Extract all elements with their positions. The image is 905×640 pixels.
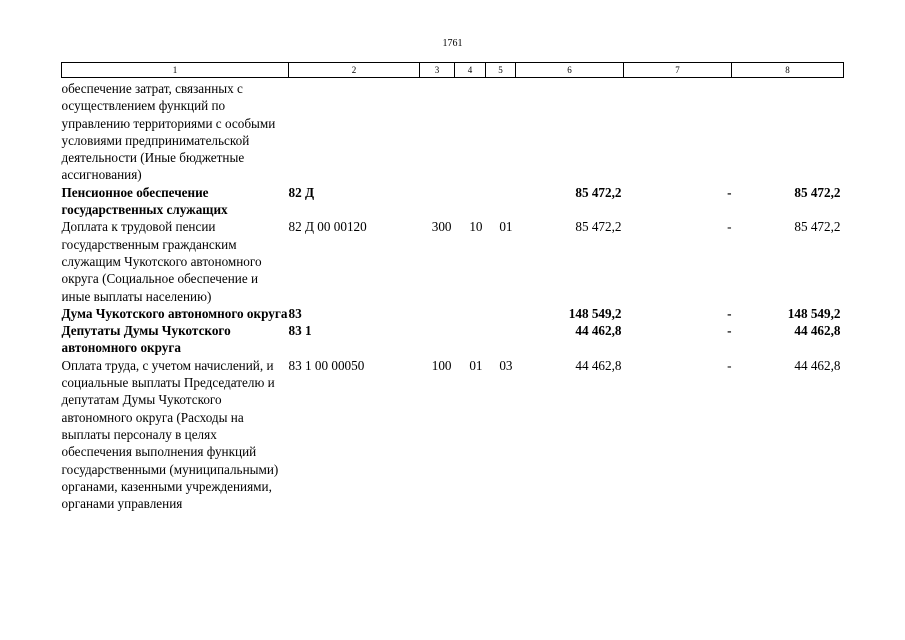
column-number-row [62,63,844,78]
amount-final: 44 462,8 [794,323,841,339]
expense-code: 82 Д 00 00120 [288,219,367,235]
table-row [62,305,844,322]
amount-final: 148 549,2 [787,305,841,321]
expense-name: Дума Чукотского автономного округа [61,305,288,321]
table-row [62,184,844,219]
amount-total: 44 462,8 [575,357,622,373]
expense-code: 83 [288,305,302,321]
expense-code: 83 1 [288,323,312,339]
expense-type-code [420,322,455,357]
expense-name: Депутаты Думы Чукотского автономного округа [61,323,231,356]
expense-name: Доплата к трудовой пенсии государственным гражданским служащим Чукотского автономного округа (Социальное обеспечение и иные выплаты населению) [61,219,262,304]
amount-dash [624,78,732,184]
amount-final: 85 472,2 [794,219,841,235]
section-code [455,184,486,219]
column-number: 2 [289,63,420,78]
amount-dash: - [727,323,732,339]
expense-type-code [420,78,455,184]
subsection-code [486,78,516,184]
column-number: 8 [732,63,844,78]
table-row [62,218,844,304]
expense-type-code: 300 [431,219,452,235]
column-number: 7 [624,63,732,78]
expense-type-code [420,184,455,219]
column-number: 4 [455,63,486,78]
table-row [62,78,844,184]
expense-type-code [420,305,455,322]
amount-final [732,78,844,184]
column-number: 3 [420,63,455,78]
section-code [455,322,486,357]
amount-total: 148 549,2 [568,305,622,321]
expense-name: Пенсионное обеспечение государственных служащих [61,184,228,218]
expense-code [289,78,420,184]
section-code [455,305,486,322]
column-number: 1 [62,63,289,78]
page-number: 1761 [442,38,463,49]
expense-name: обеспечение затрат, связанных с осуществлением функций по управлению территориями с особыми условиями предпринимательской деятельности (Иные бюджетные ассигнования) [61,81,276,183]
subsection-code [486,184,516,219]
section-code: 01 [469,357,483,373]
amount-dash: - [727,357,732,373]
subsection-code [486,322,516,357]
expense-type-code: 100 [431,357,452,373]
amount-dash: - [727,219,732,235]
column-number: 6 [516,63,624,78]
table-row [62,357,844,513]
amount-total: 85 472,2 [575,219,622,235]
expense-code: 83 1 00 00050 [288,357,365,373]
column-number: 5 [486,63,516,78]
expense-code: 82 Д [288,184,315,200]
subsection-code: 01 [499,219,513,235]
subsection-code: 03 [499,357,513,373]
budget-table [61,62,844,512]
table-row [62,322,844,357]
amount-total: 85 472,2 [575,184,622,200]
subsection-code [486,305,516,322]
amount-final: 44 462,8 [794,357,841,373]
section-code [455,78,486,184]
section-code: 10 [469,219,483,235]
amount-total [516,78,624,184]
amount-final: 85 472,2 [794,184,841,200]
amount-total: 44 462,8 [575,323,622,339]
amount-dash: - [727,305,732,321]
amount-dash: - [727,184,732,200]
expense-name: Оплата труда, с учетом начислений, и социальные выплаты Председателю и депутатам Думы Чукотского автономного округа (Расходы на выплаты персоналу в целях обеспечения выполнения функций государственными (муниципальными) органами, казенными учреждениями, органами управления [61,357,279,512]
